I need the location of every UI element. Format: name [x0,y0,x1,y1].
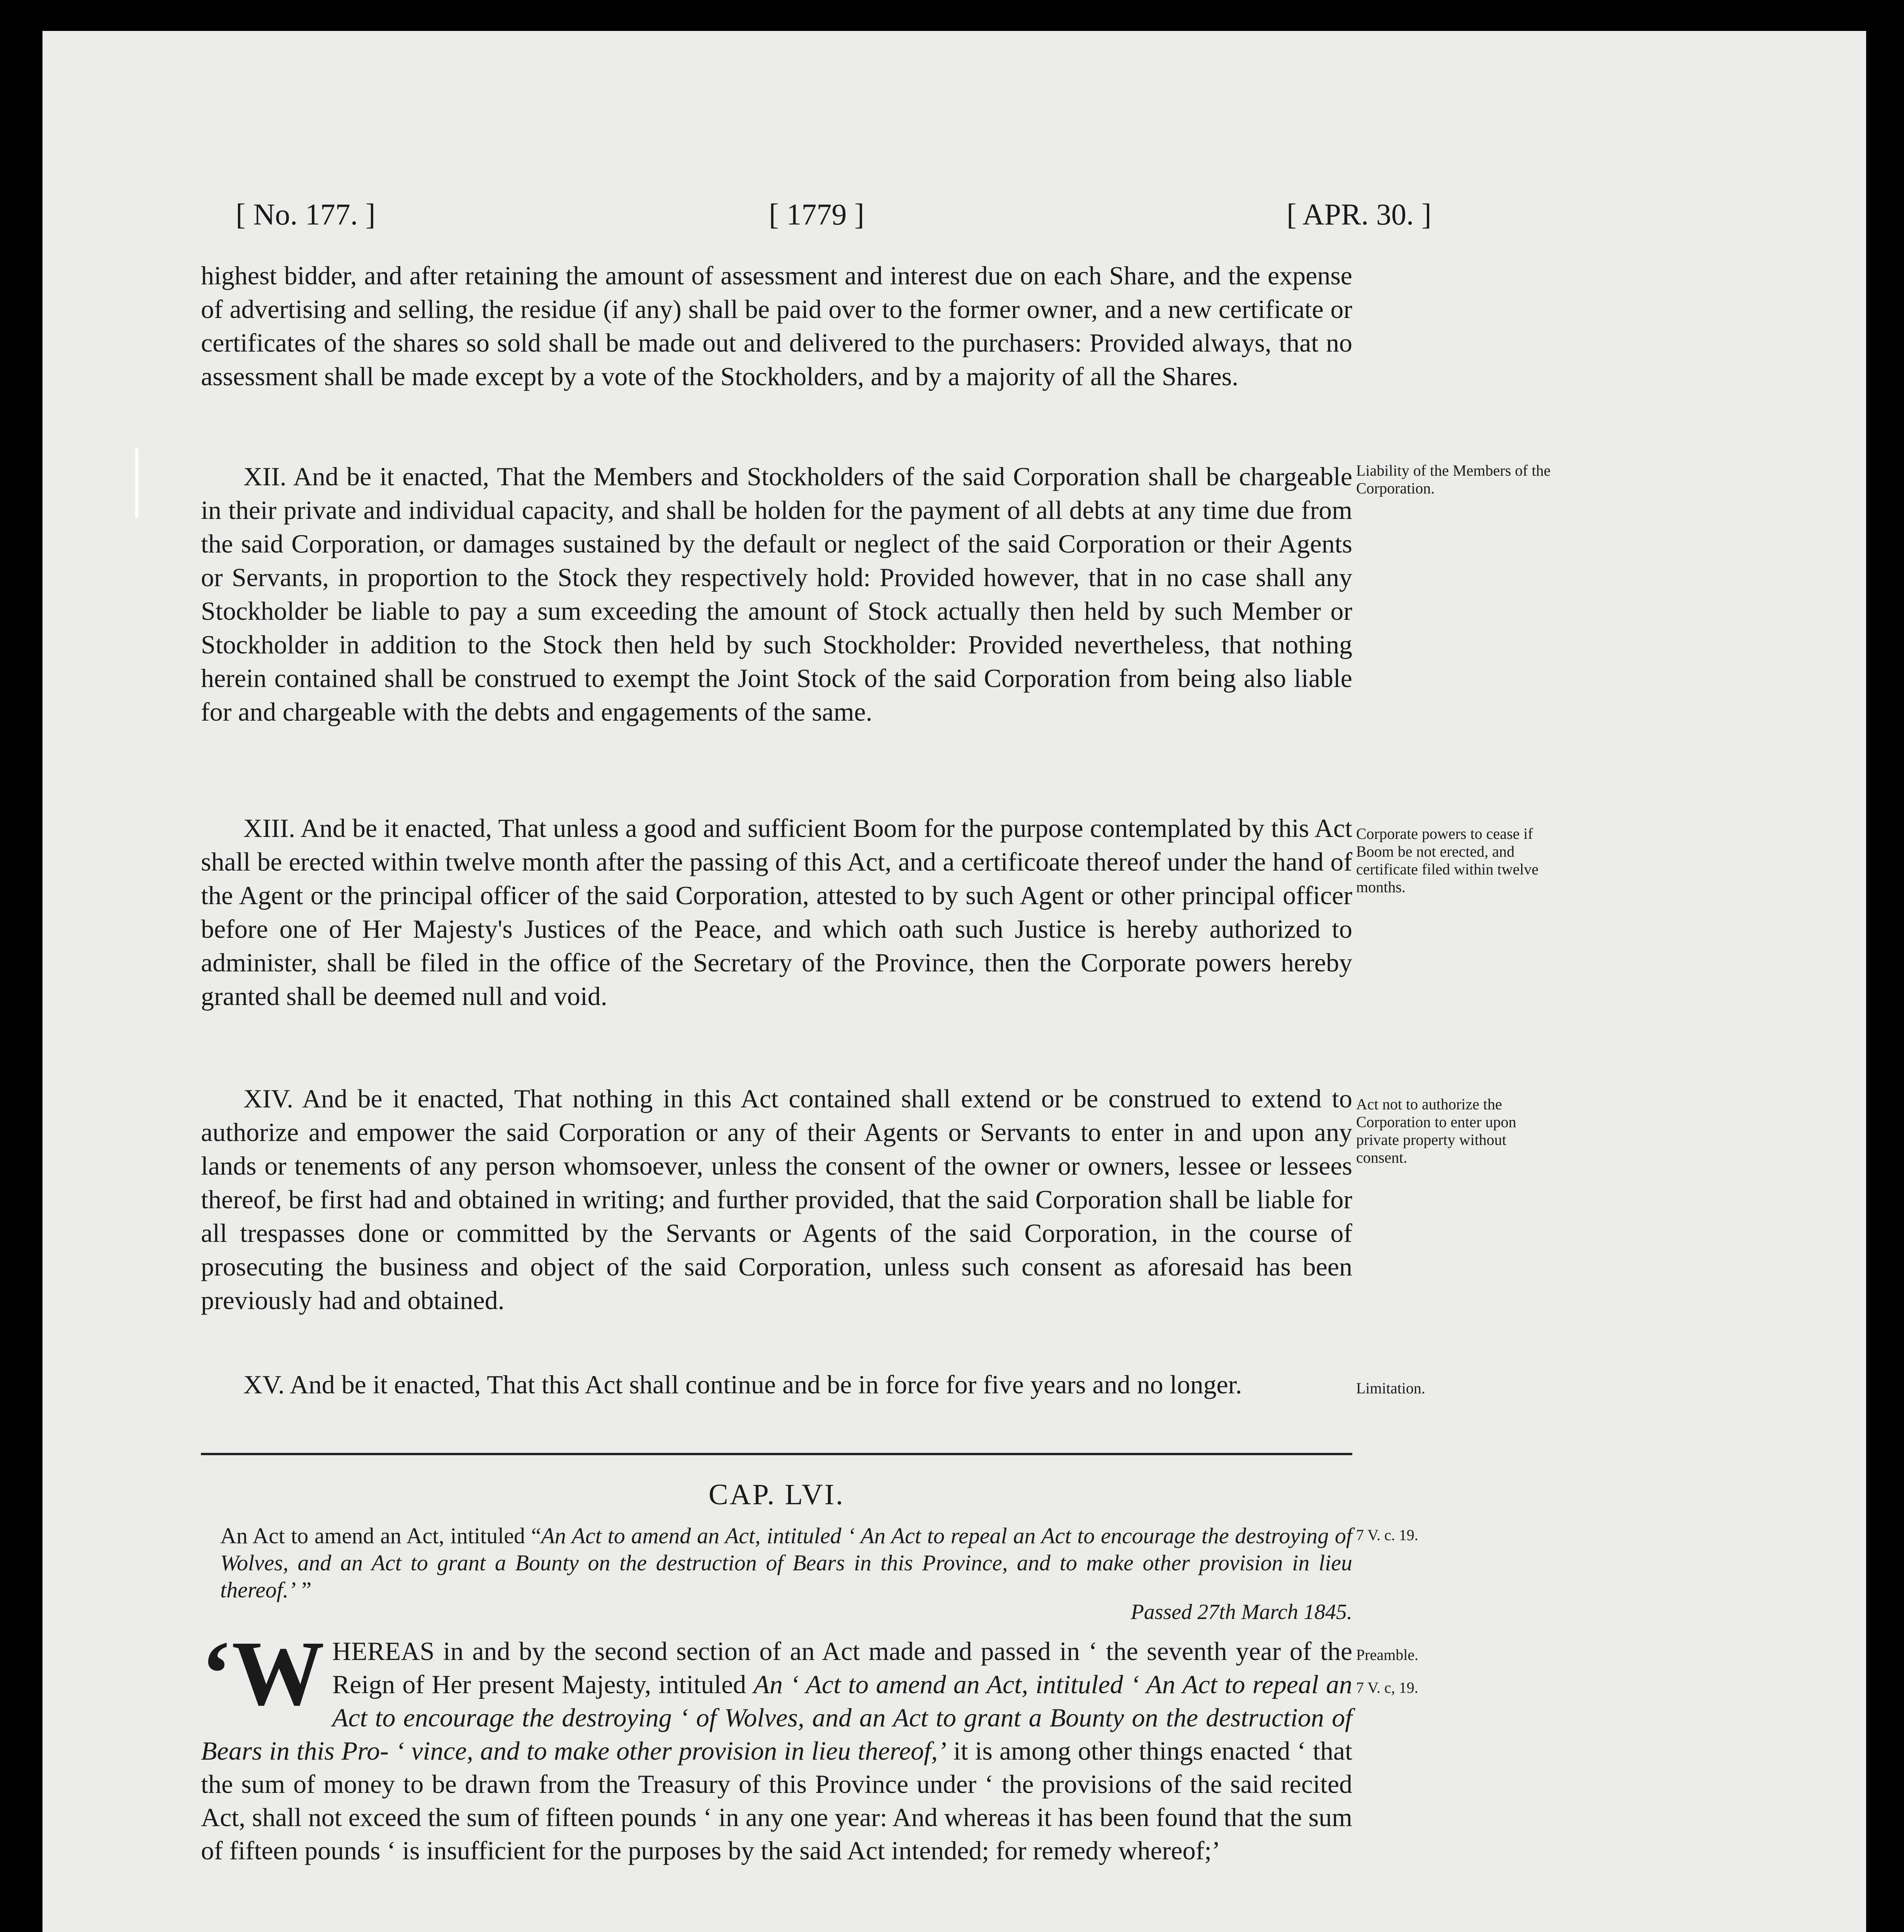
margin-note-xiv: Act not to authorize the Corporation to enter upon private property without consent. [1356,1095,1516,1166]
margin-note-preamble: Preamble. [1356,1646,1419,1663]
section-continuation: highest bidder, and after retaining the amount of assessment and interest due on each Share, and the expense of advertising and selling, the residue (if any) shall be paid over to the former owner, and a new certificate or certificates of the shares so sold shall be made out and delivered to the purchasers: Provided always, that no assessment shall be made except by a vote of the Stockholders, and by a majority of all the Shares. [201,261,1352,391]
margin-note-preamble-ref: 7 V. c, 19. [1356,1679,1418,1696]
section-rule [201,1453,1352,1455]
preamble: ‘W HEREAS in and by the second section of an Act made and passed in ‘ the seventh year of the Reign of Her present Majesty, intituled An ‘ Act to amend an Act, intituled ‘ An Act to repeal an Act to encourage the destroying ‘ of Wolves, and an Act to grant a Bounty on the destruction of Bears in this Pro- ‘ vince, and to make other provision in lieu thereof,’ it is among other things enacted ‘ that the sum of money to be drawn from the Treasury of this Province under ‘ the provisions of the said recited Act, shall not exceed the sum of fifteen pounds ‘ in any one year: And whereas it has been found that the sum of fifteen pounds ‘ is insufficient for the purposes by the said Act intended; for remedy whereof;’ [201,1622,1353,1865]
section-xii: XII. And be it enacted, That the Members and Stockholders of the said Corporation shall be chargeable in their private and individual capacity, and shall be holden for the payment of all debts at any time due from the said Corporation, or damages sustained by the default or neglect of the said Corporation or their Agents or Servants, in proportion to the Stock they respectively hold: Provided however, that in no case shall any Stockholder be liable to pay a sum exceeding the amount of Stock actually then held by such Member or Stockholder in addition to the Stock then held by such Stockholder: Provided nevertheless, that nothing herein contained shall be construed to exempt the Joint Stock of the said Corporation from being also liable for and chargeable with the debts and engagements of the same. [201,462,1352,726]
section-xv: XV. And be it enacted, That this Act shall continue and be in force for five years and no longer. [243,1370,1242,1399]
section-xiii: XIII. And be it enacted, That unless a good and sufficient Boom for the purpose contemplated by this Act shall be erected within twelve month after the passing of this Act, and a certificoate thereof under the hand of the Agent or the principal officer of the said Corporation, attested to by such Agent or other principal officer before one of Her Majesty's Justices of the Peace, and which oath such Justice is hereby authorized to administer, shall be filed in the office of the Secretary of the Province, then the Corporate powers hereby granted shall be deemed null and void. [201,813,1352,1011]
document-page [42,31,1866,1932]
section-xiv: XIV. And be it enacted, That nothing in this Act contained shall extend or be construed to extend to authorize and empower the said Corporation or any of their Agents or Servants to enter in and upon any lands or tenements of any person whomsoever, unless the consent of the owner or owners, lessee or lessees thereof, be first had and obtained in writing; and further provided, that the said Corporation shall be liable for all trespasses done or committed by the Servants or Agents of the said Corporation, in the course of prosecuting the business and object of the said Corporation, unless such consent as aforesaid has been previously had and obtained. [201,1084,1352,1315]
page-number: [ 1779 ] [769,197,864,231]
margin-note-xii: Liability of the Members of the Corporation. [1356,462,1551,497]
assent-date: [ APR. 30. ] [1287,197,1431,231]
drop-cap: ‘W [201,1622,325,1725]
scan-edge-mark [135,448,138,518]
act-number: [ No. 177. ] [236,197,376,231]
margin-note-xv: Limitation. [1356,1379,1425,1397]
chapter-heading: CAP. LVI. [708,1478,845,1511]
act-title: An Act to amend an Act, intituled “An Act to amend an Act, intituled ‘ An Act to repeal an Act to encourage the destroying of Wolves, and an Act to grant a Bounty on the destruction of Bears in this Province, and to make other provision in lieu thereof.’ ” [220,1523,1352,1602]
passed-date: Passed 27th March 1845. [1130,1600,1352,1624]
margin-note-xiii: Corporate powers to cease if Boom be not erected, and certificate filed within twelve months. [1356,825,1539,896]
margin-note-title: 7 V. c. 19. [1356,1526,1418,1544]
running-head [42,197,1866,243]
